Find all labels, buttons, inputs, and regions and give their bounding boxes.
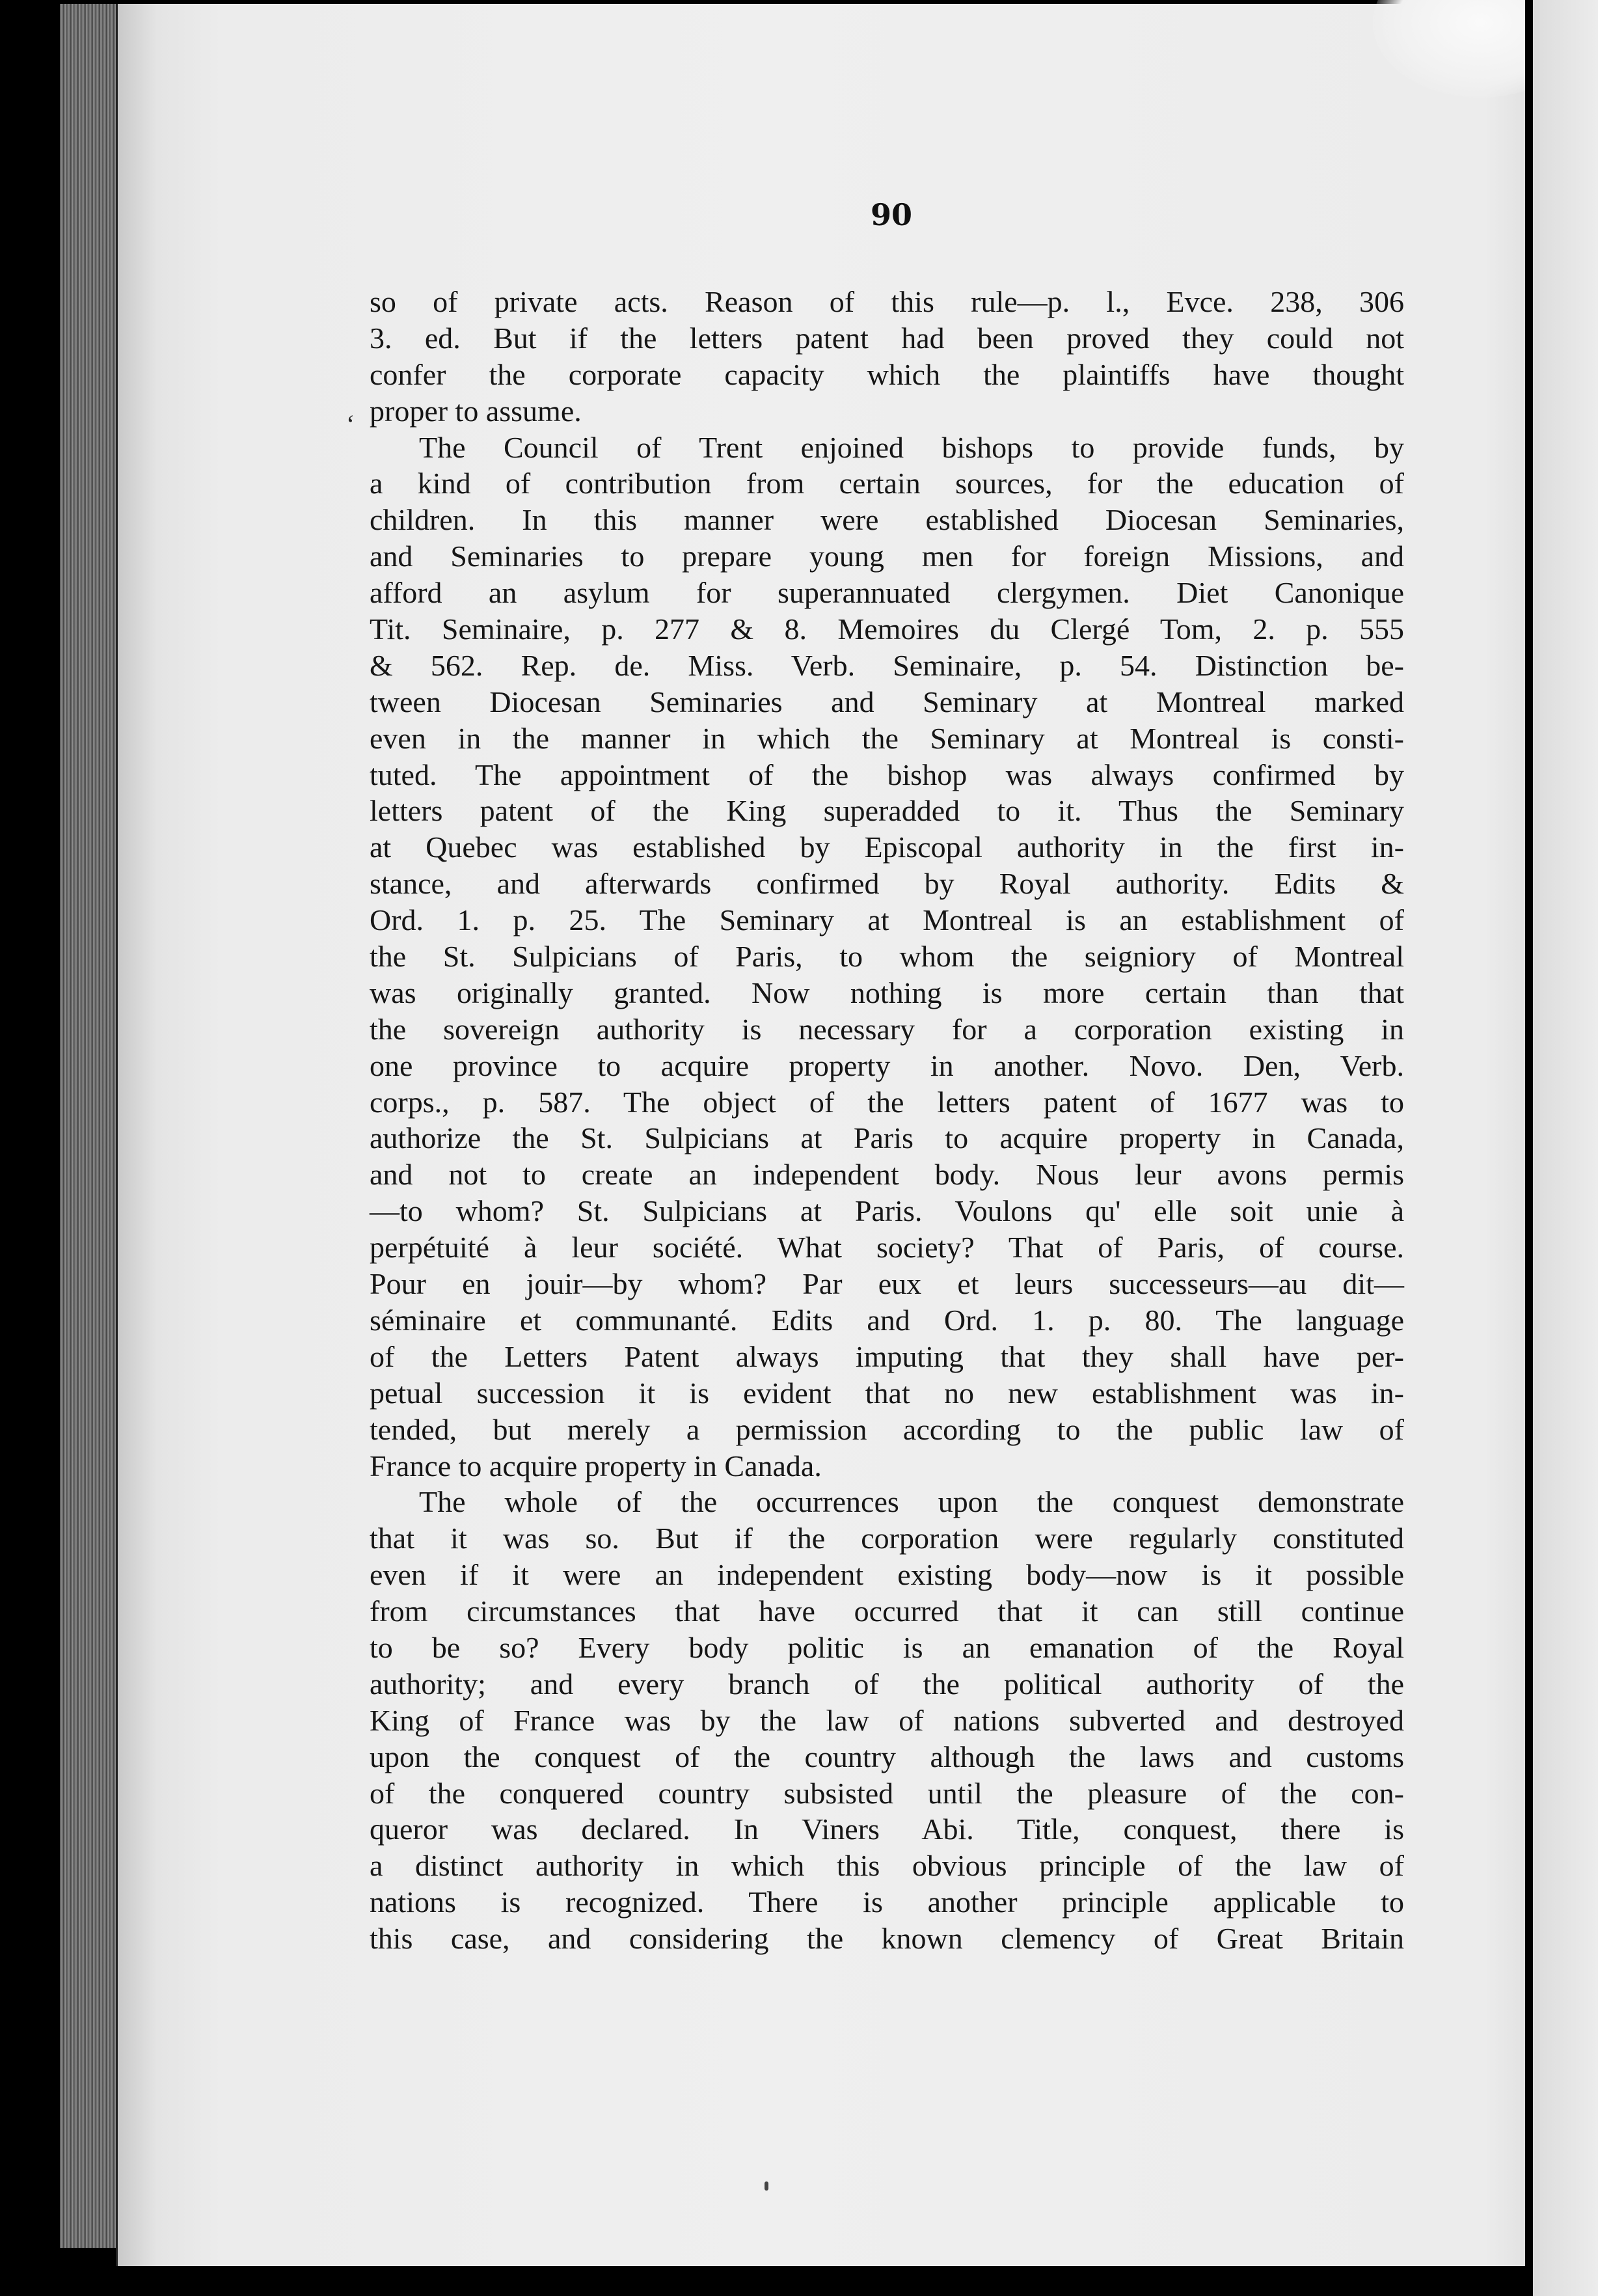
text-line: —to whom? St. Sulpicians at Paris. Voulons qu' elle soit unie à — [370, 1194, 1404, 1228]
body-text — [370, 284, 1404, 1957]
text-line: & 562. Rep. de. Miss. Verb. Seminaire, p. 54. Distinction be- — [370, 648, 1404, 682]
text-line: Pour en jouir—by whom? Par eux et leurs successeurs—au dit— — [370, 1267, 1404, 1301]
text-line: tween Diocesan Seminaries and Seminary at Montreal marked — [370, 685, 1404, 718]
text-line: the sovereign authority is necessary for a corporation existing in — [370, 1012, 1404, 1046]
page-number: 90 — [870, 197, 912, 232]
text-line: The whole of the occurrences upon the conquest demonstrate — [419, 1485, 1404, 1519]
text-line: was originally granted. Now nothing is more certain than that — [370, 976, 1404, 1009]
text-line: corps., p. 587. The object of the letters patent of 1677 was to — [370, 1085, 1404, 1119]
text-line: tuted. The appointment of the bishop was always confirmed by — [370, 758, 1404, 791]
text-line: Ord. 1. p. 25. The Seminary at Montreal is an establishment of — [370, 903, 1404, 937]
text-line: perpétuité à leur société. What society? That of Paris, of course. — [370, 1231, 1404, 1264]
text-line: queror was declared. In Viners Abi. Title, conquest, there is — [370, 1812, 1404, 1846]
text-line: tended, but merely a permission according to the public law of — [370, 1412, 1404, 1446]
text-line: letters patent of the King superadded to it. Thus the Seminary — [370, 794, 1404, 828]
text-line: of the conquered country subsisted until the pleasure of the con- — [370, 1776, 1404, 1810]
page-edge-stack — [60, 4, 125, 2248]
text-line: upon the conquest of the country although the laws and customs — [370, 1740, 1404, 1773]
text-line: to be so? Every body politic is an emanation of the Royal — [370, 1630, 1404, 1664]
text-line: séminaire et communanté. Edits and Ord. 1. p. 80. The language — [370, 1303, 1404, 1337]
facing-page-edge — [1533, 0, 1598, 2296]
text-line: confer the corporate capacity which the plaintiffs have thought — [370, 357, 1404, 391]
gutter-shadow — [1525, 0, 1533, 2296]
text-line: that it was so. But if the corporation were regularly constituted — [370, 1522, 1404, 1555]
text-line: and Seminaries to prepare young men for foreign Missions, and — [370, 540, 1404, 573]
text-line: 3. ed. But if the letters patent had been proved they could not — [370, 321, 1404, 355]
text-line: a kind of contribution from certain sources, for the education of — [370, 467, 1404, 500]
text-line: authorize the St. Sulpicians at Paris to acquire property in Canada, — [370, 1121, 1404, 1155]
text-line: nations is recognized. There is another principle applicable to — [370, 1885, 1404, 1919]
text-line: a distinct authority in which this obvious principle of the law of — [370, 1849, 1404, 1883]
text-line: the St. Sulpicians of Paris, to whom the seigniory of Montreal — [370, 940, 1404, 974]
text-line: this case, and considering the known clemency of Great Britain — [370, 1922, 1404, 1956]
ink-speck — [765, 2181, 768, 2191]
text-line: from circumstances that have occurred that it can still continue — [370, 1594, 1404, 1628]
text-line: children. In this manner were established Diocesan Seminaries, — [370, 503, 1404, 537]
text-line: at Quebec was established by Episcopal authority in the first in- — [370, 830, 1404, 864]
text-line: and not to create an independent body. Nous leur avons permis — [370, 1158, 1404, 1192]
text-line: Tit. Seminaire, p. 277 & 8. Memoires du Clergé Tom, 2. p. 555 — [370, 612, 1404, 646]
text-line: even if it were an independent existing body—now is it possible — [370, 1558, 1404, 1592]
text-line: stance, and afterwards confirmed by Royal authority. Edits & — [370, 867, 1404, 901]
text-line: France to acquire property in Canada. — [370, 1449, 822, 1483]
text-line: King of France was by the law of nations subverted and destroyed — [370, 1703, 1404, 1737]
text-line: one province to acquire property in another. Novo. Den, Verb. — [370, 1048, 1404, 1082]
text-line: proper to assume. — [370, 394, 582, 428]
text-line: even in the manner in which the Seminary at Montreal is consti- — [370, 721, 1404, 755]
text-line: petual succession it is evident that no new establishment was in- — [370, 1376, 1404, 1410]
text-line: so of private acts. Reason of this rule—p. l., Evce. 238, 306 — [370, 285, 1404, 318]
text-line: afford an asylum for superannuated clergymen. Diet Canonique — [370, 576, 1404, 610]
text-line: The Council of Trent enjoined bishops to provide funds, by — [419, 430, 1404, 464]
text-line: authority; and every branch of the political authority of the — [370, 1667, 1404, 1701]
margin-mark: ‘ — [346, 409, 355, 439]
text-line: of the Letters Patent always imputing that they shall have per- — [370, 1339, 1404, 1373]
